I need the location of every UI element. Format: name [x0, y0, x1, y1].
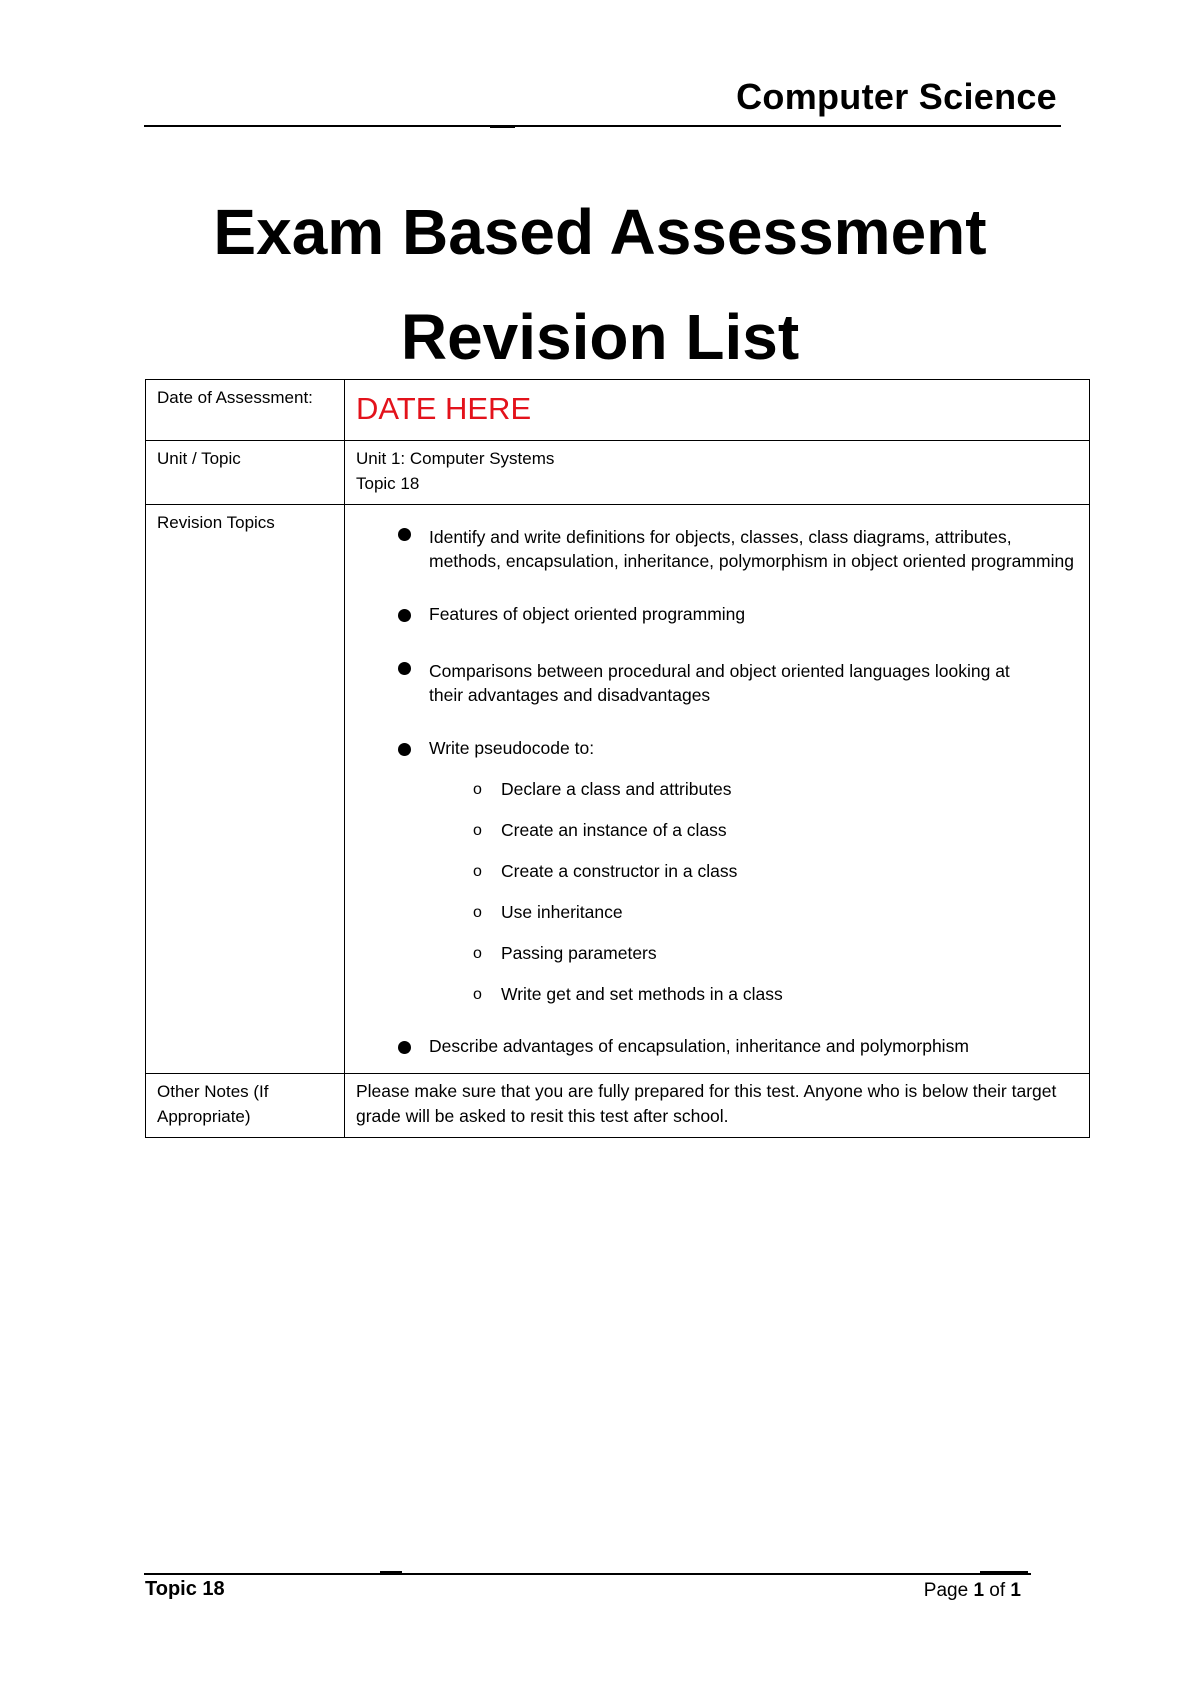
topic-text-line2: their advantages and disadvantages — [429, 685, 711, 705]
hollow-bullet-icon: o — [473, 781, 482, 798]
bullet-icon — [398, 528, 411, 541]
revision-topic-item — [356, 735, 1078, 1006]
revision-topic-item — [356, 520, 1078, 574]
revision-label: Revision Topics — [146, 505, 345, 1074]
revision-topic-list — [356, 510, 1078, 1065]
pseudocode-subtopic-list — [356, 777, 1078, 1006]
topic-text-line1: Identify and write definitions for objects, classes, class diagrams, attributes, — [429, 527, 1012, 547]
hollow-bullet-icon: o — [473, 863, 482, 880]
bullet-icon — [398, 1041, 411, 1054]
hollow-bullet-icon: o — [473, 986, 482, 1003]
date-cell — [345, 380, 1090, 441]
subtopic-text: Write get and set methods in a class — [501, 984, 783, 1004]
subtopic-text: Passing parameters — [501, 943, 657, 963]
page-current: 1 — [973, 1580, 985, 1601]
date-label: Date of Assessment: — [146, 380, 345, 441]
bullet-icon — [398, 743, 411, 756]
page-total: 1 — [1010, 1580, 1021, 1601]
subtopic-item — [356, 941, 1078, 965]
hollow-bullet-icon: o — [473, 945, 482, 962]
subtopic-text: Create a constructor in a class — [501, 861, 738, 881]
revision-topic-item — [356, 1033, 1078, 1059]
page-of: of — [984, 1580, 1011, 1601]
title-line-1: Exam Based Assessment — [213, 196, 987, 268]
notes-text: Please make sure that you are fully prepared for this test. Anyone who is below their target grade will be asked to resit this test after school. — [345, 1074, 1090, 1138]
revision-topic-item — [356, 601, 1078, 627]
header-rule-tick — [490, 125, 515, 128]
topic-text: Features of object oriented programming — [429, 604, 746, 624]
revision-row — [146, 505, 1090, 1074]
subtopic-item — [356, 859, 1078, 883]
header-rule — [144, 125, 1061, 127]
date-value: DATE HERE — [356, 391, 532, 426]
hollow-bullet-icon: o — [473, 904, 482, 921]
topic-text-line1: Comparisons between procedural and object oriented languages looking at — [429, 661, 1010, 681]
page-prefix: Page — [923, 1580, 974, 1601]
notes-row — [146, 1074, 1090, 1138]
title-line-2: Revision List — [400, 301, 800, 373]
date-row — [146, 380, 1090, 441]
page-number — [924, 1580, 1021, 1602]
subtopic-text: Declare a class and attributes — [501, 779, 732, 799]
subtopic-item — [356, 777, 1078, 801]
unit-cell — [345, 441, 1090, 505]
assessment-table — [145, 379, 1090, 1138]
topic-text: Describe advantages of encapsulation, inheritance and polymorphism — [429, 1036, 969, 1056]
topic-text: Write pseudocode to: — [429, 738, 595, 758]
hollow-bullet-icon: o — [473, 822, 482, 839]
topic-text-line2: methods, encapsulation, inheritance, polymorphism in object oriented programming — [429, 551, 1074, 571]
notes-label: Other Notes (If Appropriate) — [146, 1074, 345, 1138]
footer-topic: Topic 18 — [145, 1578, 225, 1600]
subtopic-text: Use inheritance — [501, 902, 623, 922]
footer-rule-tick — [980, 1571, 1028, 1574]
subtopic-item — [356, 982, 1078, 1006]
document-title — [0, 180, 1200, 390]
unit-row — [146, 441, 1090, 505]
topic-name: Topic 18 — [356, 474, 420, 493]
bullet-icon — [398, 609, 411, 622]
subtopic-item — [356, 818, 1078, 842]
subtopic-item — [356, 900, 1078, 924]
footer-rule — [144, 1573, 1031, 1575]
header-subject: Computer Science — [736, 76, 1057, 117]
unit-name: Unit 1: Computer Systems — [356, 449, 555, 468]
bullet-icon — [398, 662, 411, 675]
subtopic-text: Create an instance of a class — [501, 820, 727, 840]
revision-topic-item — [356, 654, 1078, 708]
footer-rule-tick — [380, 1571, 402, 1574]
revision-cell — [345, 505, 1090, 1074]
unit-label: Unit / Topic — [146, 441, 345, 505]
